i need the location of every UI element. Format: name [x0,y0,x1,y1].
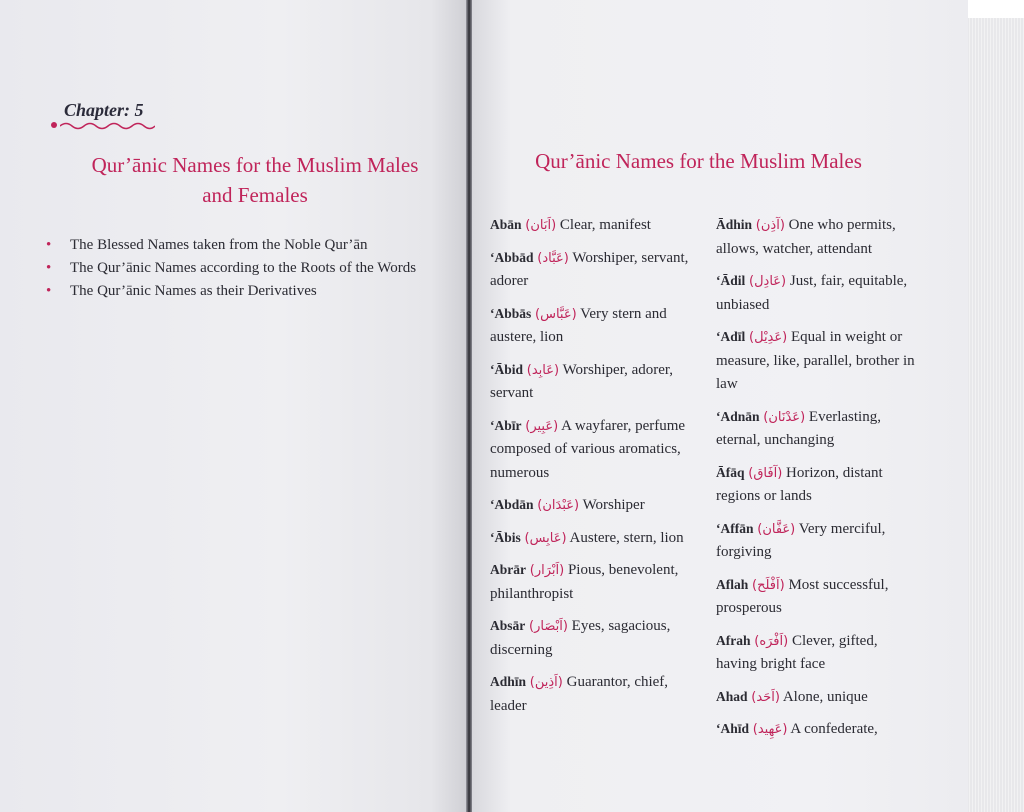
entry-arabic: (عَبْدَان) [537,498,580,513]
entry-name: ‘Abdān [490,497,534,512]
name-entry [490,493,702,518]
entry-meaning: Just, fair, equitable, unbiased [716,273,908,313]
right-page-title: Qur’ānic Names for the Muslim Males [535,149,862,173]
name-entry [716,269,916,317]
entry-name: ‘Ābid [490,361,524,377]
entry-name: Aflah [716,576,749,592]
name-entry [716,629,916,677]
entry-meaning: Worshiper [582,497,645,513]
entry-arabic: (اَفْلَح) [752,577,785,593]
entry-arabic: (عَبَّاد) [537,250,569,266]
entry-meaning: Equal in weight or measure, like, parallel, brother in law [716,329,915,392]
name-entry [716,573,916,621]
entry-meaning: Everlasting, eternal, unchanging [716,408,881,448]
entry-arabic: (اَذِين) [529,675,563,690]
entry-meaning: Horizon, distant regions or lands [716,464,883,504]
entry-meaning: Pious, benevolent, philanthropist [490,562,679,602]
entry-arabic: (اَبْصَار) [529,619,568,634]
entry-meaning: Worshiper, servant, adorer [490,249,689,289]
entry-name: ‘Ādil [716,273,746,288]
entry-meaning: Austere, stern, lion [569,529,684,546]
name-entry [490,358,702,406]
entry-meaning: Worshiper, adorer, servant [490,361,674,401]
entry-name: ‘Affān [716,520,754,536]
wavy-underline-icon [60,120,155,130]
entry-name: ‘Adnān [716,408,760,424]
entry-name: Āfāq [716,464,745,480]
name-entry [716,405,916,453]
list-item: • The Qur’ānic Names as their Derivatives [46,280,416,303]
left-page-title [60,150,450,210]
name-entry [490,558,702,606]
entry-meaning: Eyes, sagacious, discerning [490,618,671,658]
name-entry [490,302,702,350]
entry-meaning: A confederate, [790,721,878,737]
entry-name: ‘Ābis [490,529,521,545]
name-entry [490,526,702,551]
page-edges [968,18,1024,812]
chapter-dot-icon [51,122,57,128]
entry-arabic: (آذِن) [755,218,785,233]
entry-arabic: (عَدِيْل) [749,330,788,345]
entry-arabic: (عَابِد) [526,362,560,378]
entry-name: ‘Adīl [716,329,746,344]
entry-arabic: (اَفْرَه) [754,633,789,649]
entry-arabic: (اَبَان) [525,218,557,233]
entry-arabic: (عَفَّان) [757,521,796,537]
entry-arabic: (اَبْرَار) [529,563,565,578]
entry-name: Afrah [716,632,751,648]
entry-meaning: One who permits, allows, watcher, attendant [716,217,896,257]
name-entry [716,325,916,397]
entry-arabic: (عَابِس) [524,530,567,546]
name-entry [716,517,916,565]
entry-name: Absār [490,618,526,633]
entry-meaning: Clear, manifest [559,217,651,233]
name-entry [716,685,916,710]
entry-arabic: (عَبَّاس) [535,306,577,322]
entry-arabic: (آفَاق) [748,465,783,481]
entry-meaning: A wayfarer, perfume composed of various aromatics, numerous [490,417,686,481]
entry-name: ‘Abbās [490,305,532,321]
entry-name: Abrār [490,562,526,577]
entry-name: ‘Ahīd [716,721,750,736]
entry-meaning: Most successful, prosperous [716,576,889,616]
entry-name: ‘Abbād [490,249,534,265]
name-entry [716,213,916,261]
name-entry [490,414,702,486]
entry-name: Ādhin [716,217,753,232]
name-entry [490,614,702,662]
entry-meaning: Guarantor, chief, leader [490,674,669,714]
name-entry [490,213,702,238]
entry-arabic: (عَبِير) [525,418,559,434]
list-item: • The Qur’ānic Names according to the Roots of the Words [46,257,416,280]
left-title-line-1: Qur’ānic Names for the Muslim Males [91,153,419,177]
entry-meaning: Clever, gifted, having bright face [716,632,878,672]
entry-meaning: Very merciful, forgiving [716,520,886,560]
entry-arabic: (اَحَد) [751,689,780,705]
entry-name: Adhīn [490,674,527,689]
name-entry [716,717,916,742]
entry-name: Ahad [716,688,748,704]
name-entry [490,670,702,718]
entry-meaning: Alone, unique [782,688,868,705]
book-gutter [466,0,472,812]
names-column-right [716,213,916,750]
name-entry [490,246,702,294]
entry-arabic: (عَادِل) [749,274,787,289]
chapter-label: Chapter: 5 [64,100,144,120]
names-column-left [490,213,702,726]
entry-arabic: (عَدْنَان) [763,409,806,425]
entry-meaning: Very stern and austere, lion [490,305,667,345]
chapter-topics-list [46,234,416,303]
entry-name: ‘Abīr [490,417,522,433]
list-item: • The Blessed Names taken from the Noble Qur’ān [46,234,416,257]
entry-name: Abān [490,217,522,232]
name-entry [716,461,916,509]
entry-arabic: (عَهِيد) [752,722,788,737]
left-title-line-2: and Females [202,183,308,207]
